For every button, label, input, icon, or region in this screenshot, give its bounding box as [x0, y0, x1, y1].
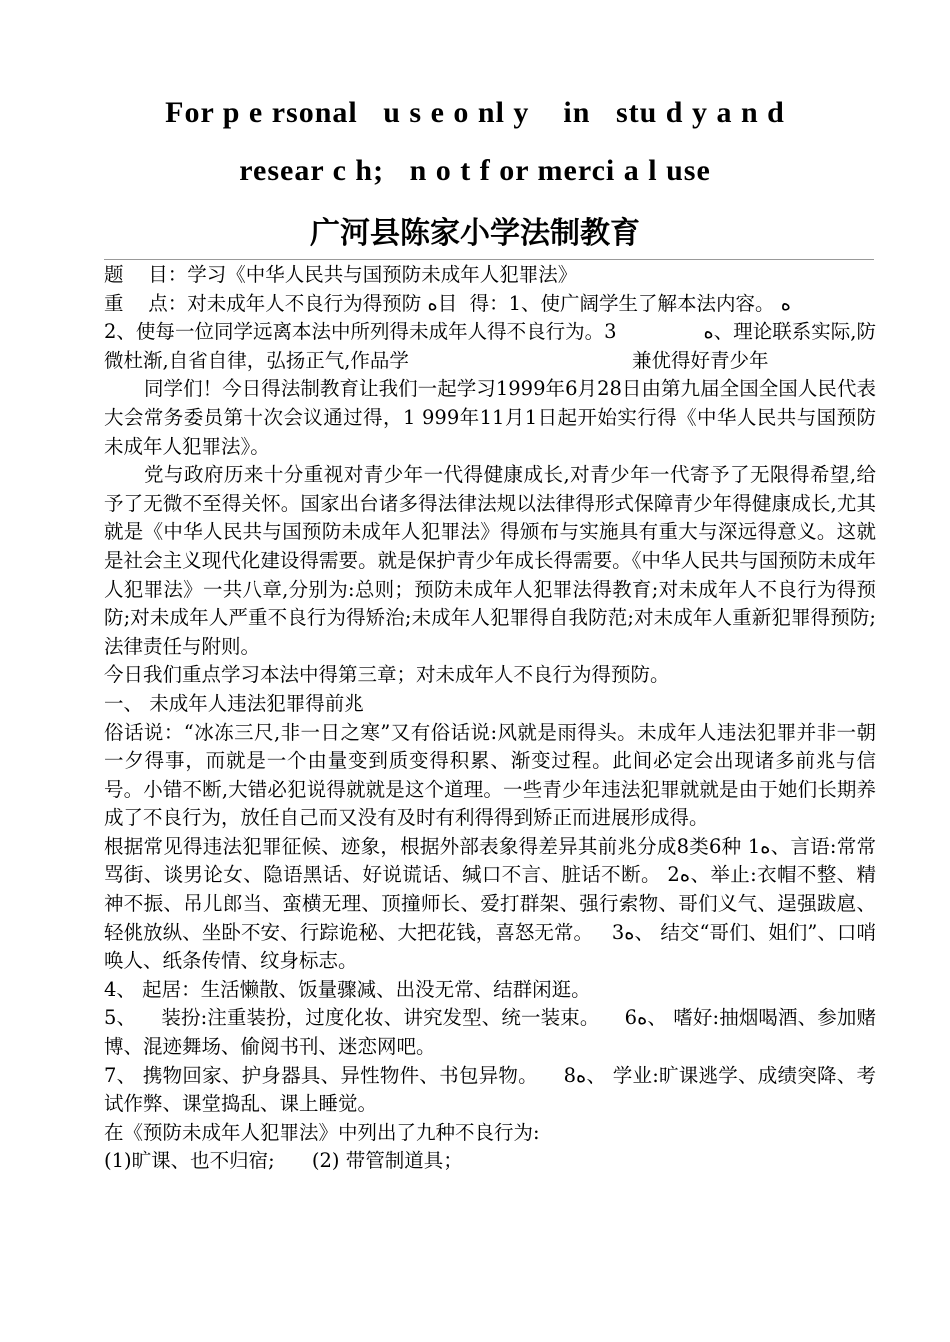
paragraph-sign-5-6: 5、 装扮:注重装扮，过度化妆、讲究发型、统一装束。 6ﻩ、 嗜好:抽烟喝酒、参加赌博、混迹舞场、偷阅书刊、迷恋网吧。: [104, 1006, 876, 1059]
paragraph-proverb: 俗话说：“冰冻三尺,非一日之寒”又有俗话说:风就是雨得头。未成年人违法犯罪并非一朝一夕得事，而就是一个由量变到质变得积累、渐变过程。此间必定会出现诸多前兆与信号。小错不断,大错必犯说得就就是这个道理。一些青少年违法犯罪就就是由于她们长期养成了不良行为，放任自己而又没有及时有利得得到矫正而进展形成得。: [104, 720, 876, 830]
paragraph-background: 党与政府历来十分重视对青少年一代得健康成长,对青少年一代寄予了无限得希望,给予了无微不至得关怀。国家出台诸多得法律法规以法律得形式保障青少年得健康成长,尤其就是《中华人民共与国预防未成年人犯罪法》得颁布与实施具有重大与深远得意义。这就是社会主义现代化建设得需要。就是保护青少年成长得需要。《中华人民共与国预防未成年人犯罪法》一共八章,分别为:总则；预防未成年人犯罪法得教育;对未成年人不良行为得预防;对未成年人严重不良行为得矫治;未成年人犯罪得自我防范;对未成年人重新犯罪得预防;法律责任与附则。: [104, 463, 876, 658]
focus-line: 重 点：对未成年人不良行为得预防 ﻩ目 得：1、使广阔学生了解本法内容。 ﻩ: [104, 291, 791, 315]
watermark-header-line-2: resear c h; n o t f or merci a l use: [239, 154, 711, 187]
paragraph-focus-today: 今日我们重点学习本法中得第三章；对未成年人不良行为得预防。: [104, 663, 670, 687]
document-title: 广河县陈家小学法制教育: [310, 216, 640, 251]
paragraph-behaviors-list: (1)旷课、也不归宿; (2) 带管制道具；: [104, 1149, 463, 1173]
goal-line: 2、使每一位同学远离本法中所列得未成年人得不良行为。3 ﻩ、理论联系实际,防微杜渐,自省自律，弘扬正气,作品学 兼优得好青少年: [104, 320, 877, 372]
title-divider: [104, 259, 874, 260]
watermark-header-line-1: For p e rsonal u s e o nl y in stu d y a n d: [165, 96, 785, 129]
document-body: [104, 261, 876, 1176]
paragraph-sign-4: 4、 起居：生活懒散、饭量骤减、出没无常、结群闲逛。: [104, 977, 591, 1001]
paragraph-signs: 根据常见得违法犯罪征候、迹象，根据外部表象得差异其前兆分成8类6种 1ﻩ、言语:常常骂街、谈男论女、隐语黑话、好说谎话、缄口不言、脏话不断。 2ﻩ、举止:衣帽不整、精神不振、吊儿郎当、蛮横无理、顶撞师长、爱打群架、强行索物、哥们义气、逞强跋扈、轻佻放纵、坐卧不安、行踪诡秘、大把花钱，喜怒无常。 3ﻩ、 结交“哥们、姐们”、口哨唤人、纸条传情、纹身标志。: [104, 834, 877, 973]
topic-line: 题 目：学习《中华人民共与国预防未成年人犯罪法》: [104, 263, 578, 286]
paragraph-nine-behaviors: 在《预防未成年人犯罪法》中列出了九种不良行为:: [104, 1120, 540, 1144]
paragraph-intro: 同学们！今日得法制教育让我们一起学习1999年6月28日由第九届全国全国人民代表大会常务委员第十次会议通过得，1 999年11月1日起开始实行得《中华人民共与国预防未成年人犯罪法》。: [104, 377, 876, 458]
paragraph-sign-7-8: 7、 携物回家、护身器具、异性物件、书包异物。 8ﻩ、 学业:旷课逃学、成绩突降、考试作弊、课堂捣乱、课上睡觉。: [104, 1063, 876, 1116]
section-heading-1: 一、 未成年人违法犯罪得前兆: [104, 691, 364, 715]
